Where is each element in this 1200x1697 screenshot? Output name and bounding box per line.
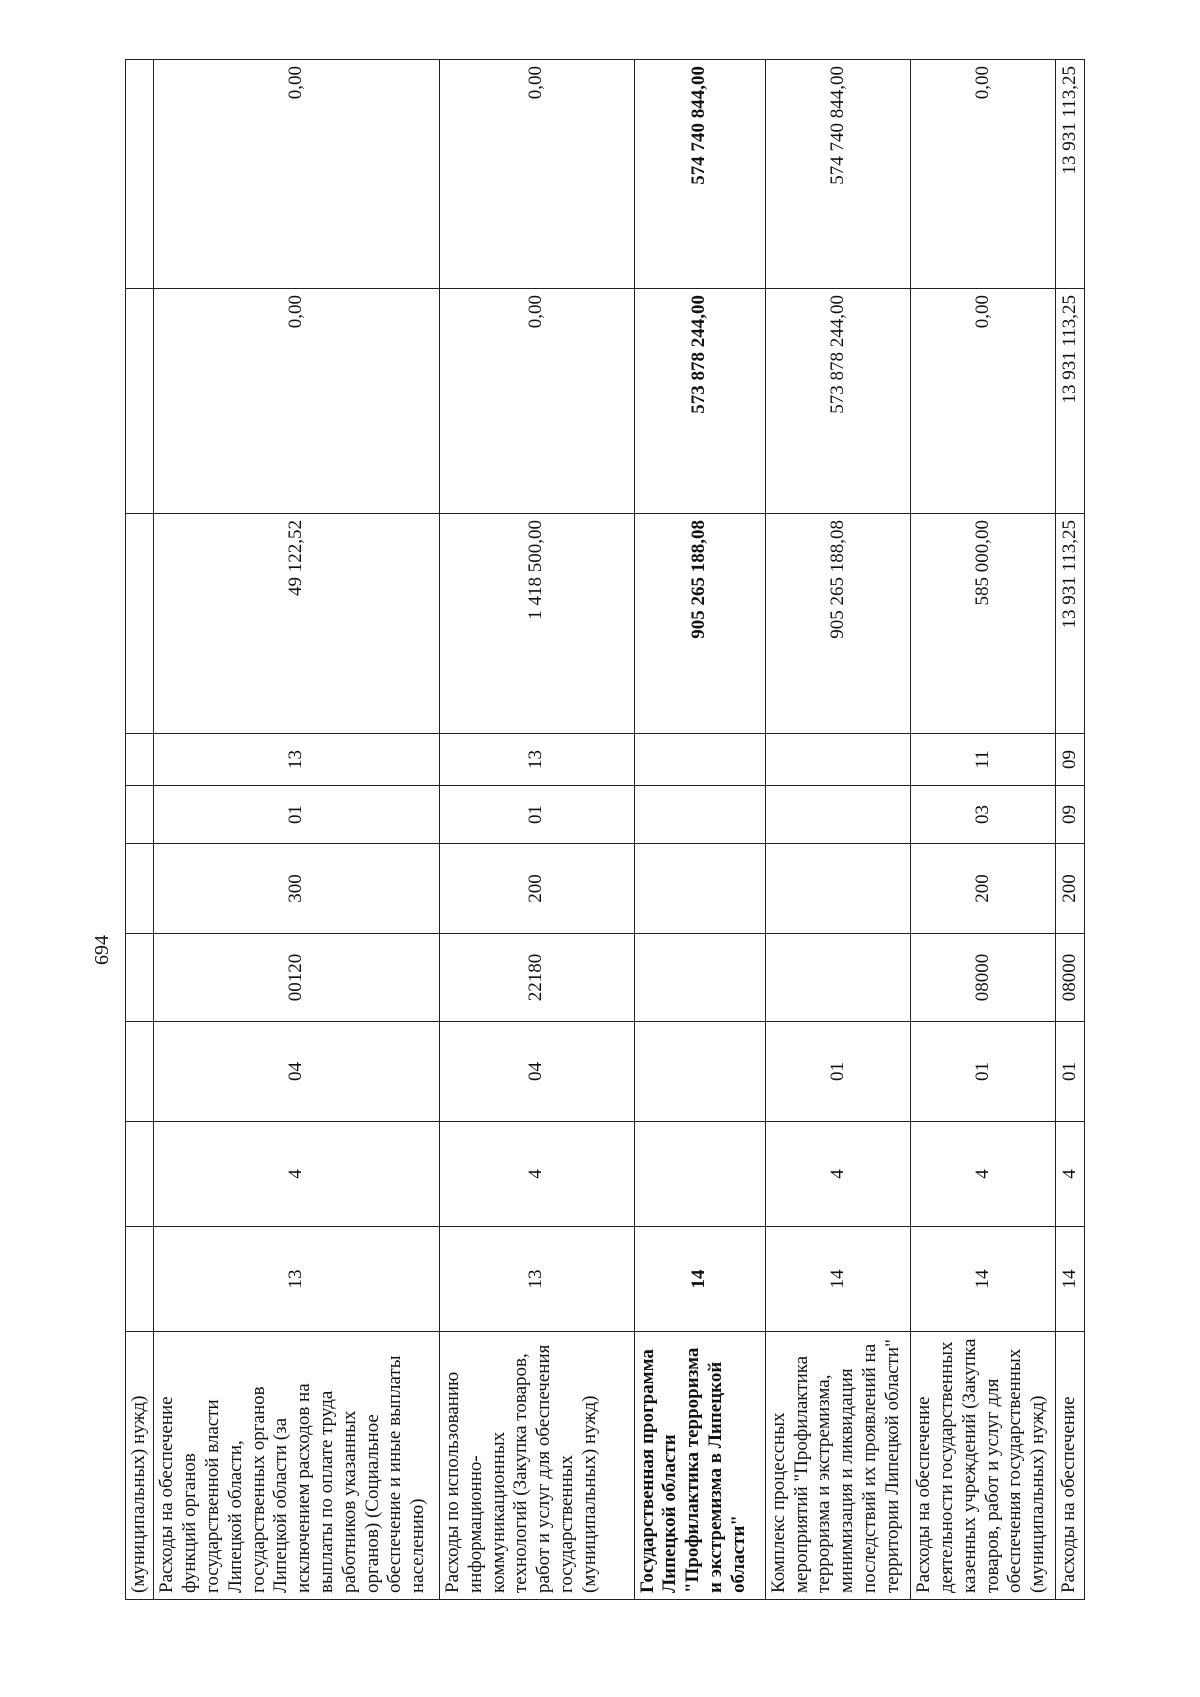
table-row xyxy=(911,60,1056,1600)
section-code: 01 xyxy=(154,786,439,844)
subsection-code xyxy=(126,734,154,786)
expense-type-code xyxy=(126,844,154,934)
direction-code: 08000 xyxy=(1056,934,1085,1022)
row-description: (муниципальных) нужд) xyxy=(126,1332,154,1600)
program-code: 14 xyxy=(911,1227,1056,1332)
subprogram-code: 4 xyxy=(154,1122,439,1227)
amount-year-3: 574 740 844,00 xyxy=(634,60,765,289)
page-number: 694 xyxy=(91,935,113,965)
table-row xyxy=(634,60,765,1600)
row-description: Государственная программа Липецкой области "Профилактика терроризма и экстремизма в Липецкой области" xyxy=(634,1332,765,1600)
expense-type-code: 300 xyxy=(154,844,439,934)
amount-year-1: 1 418 500,00 xyxy=(439,514,634,734)
subprogram-code xyxy=(126,1122,154,1227)
row-description: Расходы на обеспечение функций органов государственной власти Липецкой области, государственных органов Липецкой области (за исключением расходов на выплаты по оплате труда работников указанных органов) (Социальное обеспечение и иные выплаты населению) xyxy=(154,1332,439,1600)
activity-code: 01 xyxy=(911,1022,1056,1122)
section-code xyxy=(634,786,765,844)
program-code xyxy=(126,1227,154,1332)
amount-year-3: 0,00 xyxy=(911,60,1056,289)
expense-type-code: 200 xyxy=(439,844,634,934)
activity-code: 01 xyxy=(765,1022,910,1122)
section-code xyxy=(126,786,154,844)
subsection-code: 13 xyxy=(154,734,439,786)
amount-year-2: 0,00 xyxy=(911,289,1056,514)
row-description: Расходы на обеспечение xyxy=(1056,1332,1085,1600)
amount-year-1: 905 265 188,08 xyxy=(765,514,910,734)
rotated-table-container xyxy=(125,60,1085,1600)
section-code xyxy=(765,786,910,844)
subsection-code: 13 xyxy=(439,734,634,786)
row-description: Расходы по использованию информационно-коммуникационных технологий (Закупка товаров, работ и услуг для обеспечения государственных (муниципальных) нужд) xyxy=(439,1332,634,1600)
budget-table-body xyxy=(126,60,1085,1600)
amount-year-3 xyxy=(126,60,154,289)
activity-code: 01 xyxy=(1056,1022,1085,1122)
subprogram-code xyxy=(634,1122,765,1227)
amount-year-2: 0,00 xyxy=(439,289,634,514)
subsection-code: 11 xyxy=(911,734,1056,786)
amount-year-3: 0,00 xyxy=(439,60,634,289)
amount-year-3: 574 740 844,00 xyxy=(765,60,910,289)
activity-code xyxy=(126,1022,154,1122)
subsection-code xyxy=(765,734,910,786)
amount-year-3: 0,00 xyxy=(154,60,439,289)
expense-type-code: 200 xyxy=(911,844,1056,934)
expense-type-code xyxy=(634,844,765,934)
section-code: 01 xyxy=(439,786,634,844)
subprogram-code: 4 xyxy=(439,1122,634,1227)
amount-year-2: 573 878 244,00 xyxy=(634,289,765,514)
program-code: 14 xyxy=(765,1227,910,1332)
row-description: Комплекс процессных мероприятий "Профилактика терроризма и экстремизма, минимизация и ликвидация последствий их проявлений на территории Липецкой области" xyxy=(765,1332,910,1600)
direction-code xyxy=(765,934,910,1022)
table-row xyxy=(439,60,634,1600)
direction-code: 22180 xyxy=(439,934,634,1022)
activity-code: 04 xyxy=(439,1022,634,1122)
expense-type-code xyxy=(765,844,910,934)
table-row xyxy=(1056,60,1085,1600)
amount-year-2: 13 931 113,25 xyxy=(1056,289,1085,514)
amount-year-1: 49 122,52 xyxy=(154,514,439,734)
direction-code xyxy=(634,934,765,1022)
subprogram-code: 4 xyxy=(911,1122,1056,1227)
section-code: 09 xyxy=(1056,786,1085,844)
amount-year-2: 573 878 244,00 xyxy=(765,289,910,514)
table-row xyxy=(765,60,910,1600)
program-code: 13 xyxy=(439,1227,634,1332)
row-description: Расходы на обеспечение деятельности государственных казенных учреждений (Закупка товаров, работ и услуг для обеспечения государственных (муниципальных) нужд) xyxy=(911,1332,1056,1600)
program-code: 14 xyxy=(1056,1227,1085,1332)
table-row xyxy=(126,60,154,1600)
subprogram-code: 4 xyxy=(765,1122,910,1227)
amount-year-1: 905 265 188,08 xyxy=(634,514,765,734)
direction-code: 08000 xyxy=(911,934,1056,1022)
amount-year-1: 13 931 113,25 xyxy=(1056,514,1085,734)
program-code: 13 xyxy=(154,1227,439,1332)
program-code: 14 xyxy=(634,1227,765,1332)
expense-type-code: 200 xyxy=(1056,844,1085,934)
budget-table xyxy=(125,59,1085,1600)
amount-year-1 xyxy=(126,514,154,734)
table-row xyxy=(154,60,439,1600)
activity-code: 04 xyxy=(154,1022,439,1122)
subprogram-code: 4 xyxy=(1056,1122,1085,1227)
amount-year-2: 0,00 xyxy=(154,289,439,514)
activity-code xyxy=(634,1022,765,1122)
amount-year-3: 13 931 113,25 xyxy=(1056,60,1085,289)
direction-code xyxy=(126,934,154,1022)
subsection-code: 09 xyxy=(1056,734,1085,786)
section-code: 03 xyxy=(911,786,1056,844)
amount-year-2 xyxy=(126,289,154,514)
amount-year-1: 585 000,00 xyxy=(911,514,1056,734)
subsection-code xyxy=(634,734,765,786)
direction-code: 00120 xyxy=(154,934,439,1022)
